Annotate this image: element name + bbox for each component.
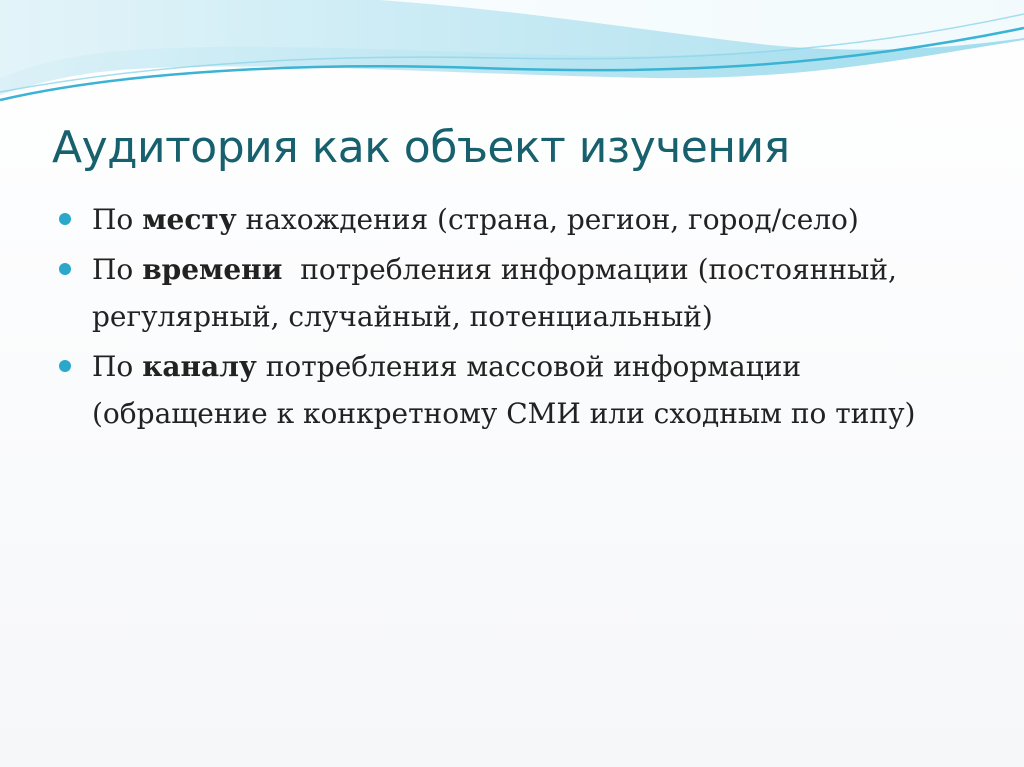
bullet-item: [56, 196, 956, 243]
bullet-item: [56, 246, 956, 340]
bullet-text: потребления информации (постоянный, регулярный, случайный, потенциальный): [92, 253, 906, 333]
bullet-prefix: По: [92, 350, 143, 383]
wave-decoration: [0, 0, 1024, 120]
bullet-keyword: каналу: [142, 350, 257, 383]
bullet-keyword: времени: [142, 253, 283, 286]
bullet-item: [56, 343, 956, 437]
bullet-text: нахождения (страна, регион, город/село): [236, 203, 859, 236]
bullet-dot-icon: [59, 360, 71, 372]
slide-title: Аудитория как объект изучения: [52, 122, 790, 173]
bullet-dot-icon: [59, 213, 71, 225]
bullet-list: [56, 196, 956, 437]
bullet-prefix: По: [92, 203, 143, 236]
bullet-dot-icon: [59, 263, 71, 275]
bullet-prefix: По: [92, 253, 143, 286]
bullet-text: потребления массовой информации (обращение к конкретному СМИ или сходным по типу): [92, 350, 916, 430]
bullet-keyword: месту: [142, 203, 237, 236]
